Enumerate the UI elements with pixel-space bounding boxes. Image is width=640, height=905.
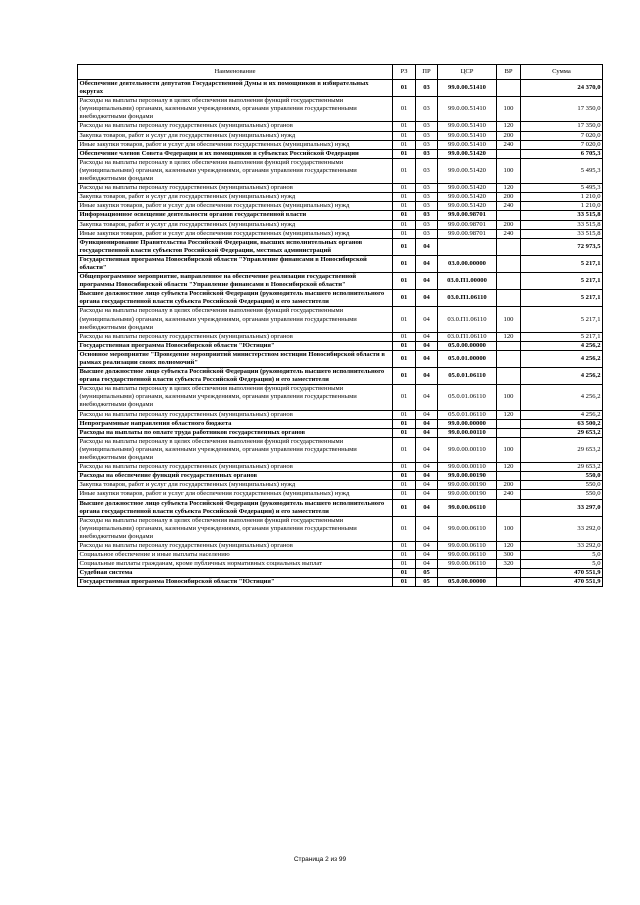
row-name: Расходы на выплаты персоналу в целях обеспечения выполнения функций государственными (муниципальными) органами, казенными учреждениями, органами управления государственными внебюджетными фондами (78, 516, 393, 541)
row-pr: 03 (416, 202, 438, 211)
row-sum: 4 256,2 (521, 368, 603, 385)
row-name: Иные закупки товаров, работ и услуг для обеспечения государственных (муниципальных) нужд (78, 490, 393, 499)
row-name: Иные закупки товаров, работ и услуг для обеспечения государственных (муниципальных) нужд (78, 140, 393, 149)
row-rz: 01 (393, 350, 416, 367)
row-rz: 01 (393, 131, 416, 140)
budget-table (77, 64, 603, 587)
row-rz: 01 (393, 80, 416, 97)
table-row (78, 551, 603, 560)
row-rz: 01 (393, 211, 416, 220)
row-rz: 01 (393, 472, 416, 481)
row-sum: 5 217,1 (521, 307, 603, 332)
row-name: Судебная система (78, 569, 393, 578)
row-sum: 5 217,1 (521, 332, 603, 341)
table-row (78, 560, 603, 569)
row-pr: 04 (416, 551, 438, 560)
row-csr: 03.0.П1.06110 (438, 290, 497, 307)
row-pr: 04 (416, 273, 438, 290)
row-rz: 01 (393, 490, 416, 499)
row-pr: 04 (416, 368, 438, 385)
row-name: Иные закупки товаров, работ и услуг для обеспечения государственных (муниципальных) нужд (78, 202, 393, 211)
row-name: Расходы на обеспечение функций государственных органов (78, 472, 393, 481)
row-name: Расходы на выплаты персоналу в целях обеспечения выполнения функций государственными (муниципальными) органами, казенными учреждениями, органами управления государственными внебюджетными фондами (78, 158, 393, 183)
row-sum: 7 020,0 (521, 131, 603, 140)
row-csr (438, 238, 497, 255)
row-rz: 01 (393, 368, 416, 385)
row-vr: 100 (497, 97, 521, 122)
row-sum: 33 515,8 (521, 220, 603, 229)
row-csr: 99.0.00.06110 (438, 551, 497, 560)
row-name: Информационное освещение деятельности органов государственной власти (78, 211, 393, 220)
row-pr: 04 (416, 385, 438, 410)
table-body (78, 80, 603, 587)
row-csr: 05.0.01.00000 (438, 350, 497, 367)
row-csr: 05.0.00.00000 (438, 341, 497, 350)
row-csr: 99.0.00.00190 (438, 490, 497, 499)
row-name: Расходы на выплаты персоналу в целях обеспечения выполнения функций государственными (муниципальными) органами, казенными учреждениями, органами управления государственными внебюджетными фондами (78, 385, 393, 410)
table-row (78, 385, 603, 410)
row-rz: 01 (393, 149, 416, 158)
row-vr (497, 428, 521, 437)
row-vr: 120 (497, 332, 521, 341)
row-csr: 99.0.00.98701 (438, 229, 497, 238)
table-row (78, 229, 603, 238)
row-csr: 99.0.00.98701 (438, 220, 497, 229)
row-name: Расходы на выплаты персоналу государственных (муниципальных) органов (78, 332, 393, 341)
row-sum: 33 297,0 (521, 499, 603, 516)
row-name: Государственная программа Новосибирской области "Управление финансами в Новосибирской области" (78, 255, 393, 272)
row-csr: 99.0.00.51420 (438, 193, 497, 202)
table-row (78, 122, 603, 131)
row-sum: 17 350,0 (521, 97, 603, 122)
row-csr: 99.0.00.51410 (438, 80, 497, 97)
row-name: Обеспечение деятельности депутатов Государственной Думы и их помощников в избирательных округах (78, 80, 393, 97)
row-rz: 01 (393, 332, 416, 341)
row-vr: 200 (497, 481, 521, 490)
row-vr: 120 (497, 541, 521, 550)
row-vr (497, 578, 521, 587)
row-sum: 470 551,9 (521, 569, 603, 578)
col-header-pr: ПР (416, 65, 438, 80)
row-vr (497, 341, 521, 350)
table-row (78, 481, 603, 490)
row-vr (497, 368, 521, 385)
table-row (78, 368, 603, 385)
row-csr: 99.0.00.00190 (438, 472, 497, 481)
row-pr: 03 (416, 211, 438, 220)
row-name: Расходы на выплаты персоналу государственных (муниципальных) органов (78, 122, 393, 131)
row-csr: 99.0.00.51410 (438, 122, 497, 131)
row-sum: 17 350,0 (521, 122, 603, 131)
row-csr: 99.0.00.00110 (438, 437, 497, 462)
row-vr: 100 (497, 385, 521, 410)
col-header-rz: РЗ (393, 65, 416, 80)
row-name: Социальные выплаты гражданам, кроме публичных нормативных социальных выплат (78, 560, 393, 569)
row-sum: 1 210,0 (521, 202, 603, 211)
row-pr: 03 (416, 158, 438, 183)
row-pr: 04 (416, 350, 438, 367)
row-vr: 240 (497, 140, 521, 149)
row-vr: 240 (497, 490, 521, 499)
row-sum: 4 256,2 (521, 341, 603, 350)
row-rz: 01 (393, 202, 416, 211)
row-csr: 99.0.00.06110 (438, 499, 497, 516)
row-rz: 01 (393, 516, 416, 541)
row-sum: 4 256,2 (521, 385, 603, 410)
row-rz: 01 (393, 290, 416, 307)
row-vr (497, 419, 521, 428)
row-rz: 01 (393, 229, 416, 238)
row-rz: 01 (393, 551, 416, 560)
table-row (78, 140, 603, 149)
row-name: Расходы на выплаты персоналу в целях обеспечения выполнения функций государственными (муниципальными) органами, казенными учреждениями, органами управления государственными внебюджетными фондами (78, 97, 393, 122)
row-csr: 99.0.00.06110 (438, 541, 497, 550)
row-name: Расходы на выплаты персоналу государственных (муниципальных) органов (78, 410, 393, 419)
row-rz: 01 (393, 220, 416, 229)
row-csr: 05.0.01.06110 (438, 368, 497, 385)
row-name: Высшее должностное лицо субъекта Российской Федерации (руководитель высшего исполнительного органа государственной власти субъекта Российской Федерации) и его заместители (78, 290, 393, 307)
page-number: Страница 2 из 99 (293, 856, 347, 863)
row-pr: 04 (416, 560, 438, 569)
table-row (78, 419, 603, 428)
row-pr: 03 (416, 131, 438, 140)
table-row (78, 569, 603, 578)
row-pr: 04 (416, 341, 438, 350)
row-rz: 01 (393, 184, 416, 193)
row-csr: 99.0.00.51420 (438, 184, 497, 193)
row-vr (497, 273, 521, 290)
table-row (78, 428, 603, 437)
row-sum: 470 551,9 (521, 578, 603, 587)
row-name: Социальное обеспечение и иные выплаты населению (78, 551, 393, 560)
col-header-sum: Сумма (521, 65, 603, 80)
row-rz: 01 (393, 569, 416, 578)
row-pr: 04 (416, 490, 438, 499)
row-pr: 03 (416, 184, 438, 193)
row-rz: 01 (393, 385, 416, 410)
row-csr: 99.0.00.00110 (438, 428, 497, 437)
row-pr: 03 (416, 80, 438, 97)
table-row (78, 307, 603, 332)
row-vr: 120 (497, 463, 521, 472)
row-sum: 550,0 (521, 490, 603, 499)
row-vr: 200 (497, 193, 521, 202)
row-name: Общепрограммное мероприятие, направленное на обеспечение реализации государственной программы Новосибирской области "Управление финансами в Новосибирской области" (78, 273, 393, 290)
row-sum: 5 217,1 (521, 255, 603, 272)
row-pr: 04 (416, 472, 438, 481)
row-pr: 04 (416, 541, 438, 550)
row-csr: 99.0.00.98701 (438, 211, 497, 220)
row-sum: 4 256,2 (521, 410, 603, 419)
row-rz: 01 (393, 140, 416, 149)
row-name: Расходы на выплаты персоналу государственных (муниципальных) органов (78, 184, 393, 193)
row-vr (497, 499, 521, 516)
row-pr: 04 (416, 481, 438, 490)
row-sum: 29 653,2 (521, 463, 603, 472)
table-row (78, 202, 603, 211)
row-csr: 05.0.00.00000 (438, 578, 497, 587)
row-vr: 120 (497, 184, 521, 193)
row-rz: 01 (393, 428, 416, 437)
row-rz: 01 (393, 481, 416, 490)
row-vr: 200 (497, 220, 521, 229)
row-pr: 05 (416, 578, 438, 587)
row-sum: 7 020,0 (521, 140, 603, 149)
row-csr: 99.0.00.51420 (438, 149, 497, 158)
table-row (78, 499, 603, 516)
table-row (78, 541, 603, 550)
row-rz: 01 (393, 578, 416, 587)
row-sum: 5 495,3 (521, 158, 603, 183)
row-pr: 04 (416, 419, 438, 428)
row-name: Государственная программа Новосибирской области "Юстиция" (78, 578, 393, 587)
row-name: Непрограммные направления областного бюджета (78, 419, 393, 428)
row-rz: 01 (393, 307, 416, 332)
row-csr: 03.0.П1.06110 (438, 332, 497, 341)
row-vr (497, 350, 521, 367)
table-row (78, 80, 603, 97)
table-row (78, 184, 603, 193)
row-name: Закупка товаров, работ и услуг для государственных (муниципальных) нужд (78, 220, 393, 229)
row-name: Закупка товаров, работ и услуг для государственных (муниципальных) нужд (78, 193, 393, 202)
row-pr: 04 (416, 238, 438, 255)
row-pr: 04 (416, 463, 438, 472)
row-name: Закупка товаров, работ и услуг для государственных (муниципальных) нужд (78, 131, 393, 140)
row-vr: 120 (497, 122, 521, 131)
row-vr: 320 (497, 560, 521, 569)
row-rz: 01 (393, 463, 416, 472)
col-header-vr: ВР (497, 65, 521, 80)
row-vr: 240 (497, 229, 521, 238)
row-sum: 1 210,0 (521, 193, 603, 202)
table-row (78, 97, 603, 122)
row-rz: 01 (393, 341, 416, 350)
row-vr: 100 (497, 437, 521, 462)
row-name: Высшее должностное лицо субъекта Российской Федерации (руководитель высшего исполнительного органа государственной власти субъекта Российской Федерации) и его заместители (78, 368, 393, 385)
row-name: Иные закупки товаров, работ и услуг для обеспечения государственных (муниципальных) нужд (78, 229, 393, 238)
row-vr (497, 211, 521, 220)
row-name: Расходы на выплаты персоналу государственных (муниципальных) органов (78, 541, 393, 550)
table-row (78, 437, 603, 462)
row-csr: 99.0.00.51410 (438, 131, 497, 140)
row-rz: 01 (393, 499, 416, 516)
row-name: Расходы на выплаты персоналу в целях обеспечения выполнения функций государственными (муниципальными) органами, казенными учреждениями, органами управления государственными внебюджетными фондами (78, 307, 393, 332)
row-vr (497, 290, 521, 307)
table-row (78, 211, 603, 220)
row-csr: 99.0.00.51420 (438, 158, 497, 183)
row-csr: 03.0.00.00000 (438, 255, 497, 272)
row-sum: 33 292,0 (521, 516, 603, 541)
table-row (78, 341, 603, 350)
table-header-row (78, 65, 603, 80)
row-pr: 04 (416, 499, 438, 516)
row-csr: 99.0.00.51420 (438, 202, 497, 211)
row-rz: 01 (393, 419, 416, 428)
row-sum: 5 217,1 (521, 290, 603, 307)
row-sum: 550,0 (521, 481, 603, 490)
row-vr (497, 255, 521, 272)
table-row (78, 290, 603, 307)
row-rz: 01 (393, 273, 416, 290)
row-name: Обеспечение членов Совета Федерации и их помощников в субъектах Российской Федерации (78, 149, 393, 158)
row-pr: 03 (416, 149, 438, 158)
row-sum: 5,0 (521, 551, 603, 560)
row-sum: 5 217,1 (521, 273, 603, 290)
row-rz: 01 (393, 410, 416, 419)
row-name: Расходы на выплаты персоналу государственных (муниципальных) органов (78, 463, 393, 472)
row-pr: 05 (416, 569, 438, 578)
row-vr (497, 80, 521, 97)
row-pr: 04 (416, 255, 438, 272)
row-pr: 04 (416, 428, 438, 437)
table-row (78, 273, 603, 290)
table-row (78, 255, 603, 272)
row-csr: 05.0.01.06110 (438, 385, 497, 410)
row-vr: 100 (497, 158, 521, 183)
row-csr: 03.0.П1.06110 (438, 307, 497, 332)
col-header-name: Наименование (78, 65, 393, 80)
row-pr: 03 (416, 140, 438, 149)
row-vr: 240 (497, 202, 521, 211)
row-pr: 03 (416, 97, 438, 122)
row-csr: 05.0.01.06110 (438, 410, 497, 419)
table-row (78, 472, 603, 481)
row-name: Закупка товаров, работ и услуг для государственных (муниципальных) нужд (78, 481, 393, 490)
row-sum: 29 653,2 (521, 437, 603, 462)
row-sum: 72 973,5 (521, 238, 603, 255)
row-pr: 03 (416, 229, 438, 238)
table-row (78, 578, 603, 587)
table-row (78, 410, 603, 419)
row-sum: 33 292,0 (521, 541, 603, 550)
table-row (78, 238, 603, 255)
row-pr: 03 (416, 220, 438, 229)
row-pr: 04 (416, 307, 438, 332)
row-csr: 99.0.00.51410 (438, 97, 497, 122)
row-name: Основное мероприятие "Проведение мероприятий министерством юстиции Новосибирской области в рамках реализации своих полномочий" (78, 350, 393, 367)
row-rz: 01 (393, 560, 416, 569)
row-sum: 33 515,8 (521, 211, 603, 220)
row-vr: 100 (497, 516, 521, 541)
table-row (78, 463, 603, 472)
row-csr: 99.0.00.06110 (438, 560, 497, 569)
row-rz: 01 (393, 541, 416, 550)
row-vr (497, 569, 521, 578)
row-pr: 04 (416, 516, 438, 541)
table-row (78, 193, 603, 202)
row-csr: 99.0.00.06110 (438, 516, 497, 541)
row-rz: 01 (393, 122, 416, 131)
row-vr: 120 (497, 410, 521, 419)
row-sum: 33 515,8 (521, 229, 603, 238)
table-row (78, 490, 603, 499)
row-sum: 24 370,0 (521, 80, 603, 97)
row-rz: 01 (393, 193, 416, 202)
row-sum: 63 500,2 (521, 419, 603, 428)
table-row (78, 149, 603, 158)
row-name: Государственная программа Новосибирской области "Юстиция" (78, 341, 393, 350)
row-csr: 99.0.00.00190 (438, 481, 497, 490)
row-sum: 29 653,2 (521, 428, 603, 437)
row-sum: 550,0 (521, 472, 603, 481)
row-vr: 100 (497, 307, 521, 332)
row-csr: 99.0.00.00110 (438, 463, 497, 472)
row-pr: 03 (416, 122, 438, 131)
row-pr: 04 (416, 290, 438, 307)
row-vr: 300 (497, 551, 521, 560)
row-rz: 01 (393, 255, 416, 272)
row-vr: 200 (497, 131, 521, 140)
row-pr: 03 (416, 193, 438, 202)
row-pr: 04 (416, 410, 438, 419)
row-sum: 5 495,3 (521, 184, 603, 193)
row-name: Функционирование Правительства Российской Федерации, высших исполнительных органов государственной власти субъектов Российской Федерации, местных администраций (78, 238, 393, 255)
row-rz: 01 (393, 238, 416, 255)
row-vr (497, 472, 521, 481)
table-row (78, 350, 603, 367)
row-name: Высшее должностное лицо субъекта Российской Федерации (руководитель высшего исполнительного органа государственной власти субъекта Российской Федерации) и его заместители (78, 499, 393, 516)
row-sum: 5,0 (521, 560, 603, 569)
row-rz: 01 (393, 437, 416, 462)
table-row (78, 516, 603, 541)
table-row (78, 220, 603, 229)
table-row (78, 332, 603, 341)
col-header-csr: ЦСР (438, 65, 497, 80)
row-csr: 03.0.П1.00000 (438, 273, 497, 290)
row-pr: 04 (416, 437, 438, 462)
row-rz: 01 (393, 158, 416, 183)
row-vr (497, 149, 521, 158)
table-row (78, 158, 603, 183)
row-sum: 6 705,3 (521, 149, 603, 158)
row-name: Расходы на выплаты по оплате труда работников государственных органов (78, 428, 393, 437)
row-csr: 99.0.00.51410 (438, 140, 497, 149)
row-rz: 01 (393, 97, 416, 122)
row-pr: 04 (416, 332, 438, 341)
row-csr (438, 569, 497, 578)
row-name: Расходы на выплаты персоналу в целях обеспечения выполнения функций государственными (муниципальными) органами, казенными учреждениями, органами управления государственными внебюджетными фондами (78, 437, 393, 462)
row-sum: 4 256,2 (521, 350, 603, 367)
row-csr: 99.0.00.00000 (438, 419, 497, 428)
row-vr (497, 238, 521, 255)
table-row (78, 131, 603, 140)
